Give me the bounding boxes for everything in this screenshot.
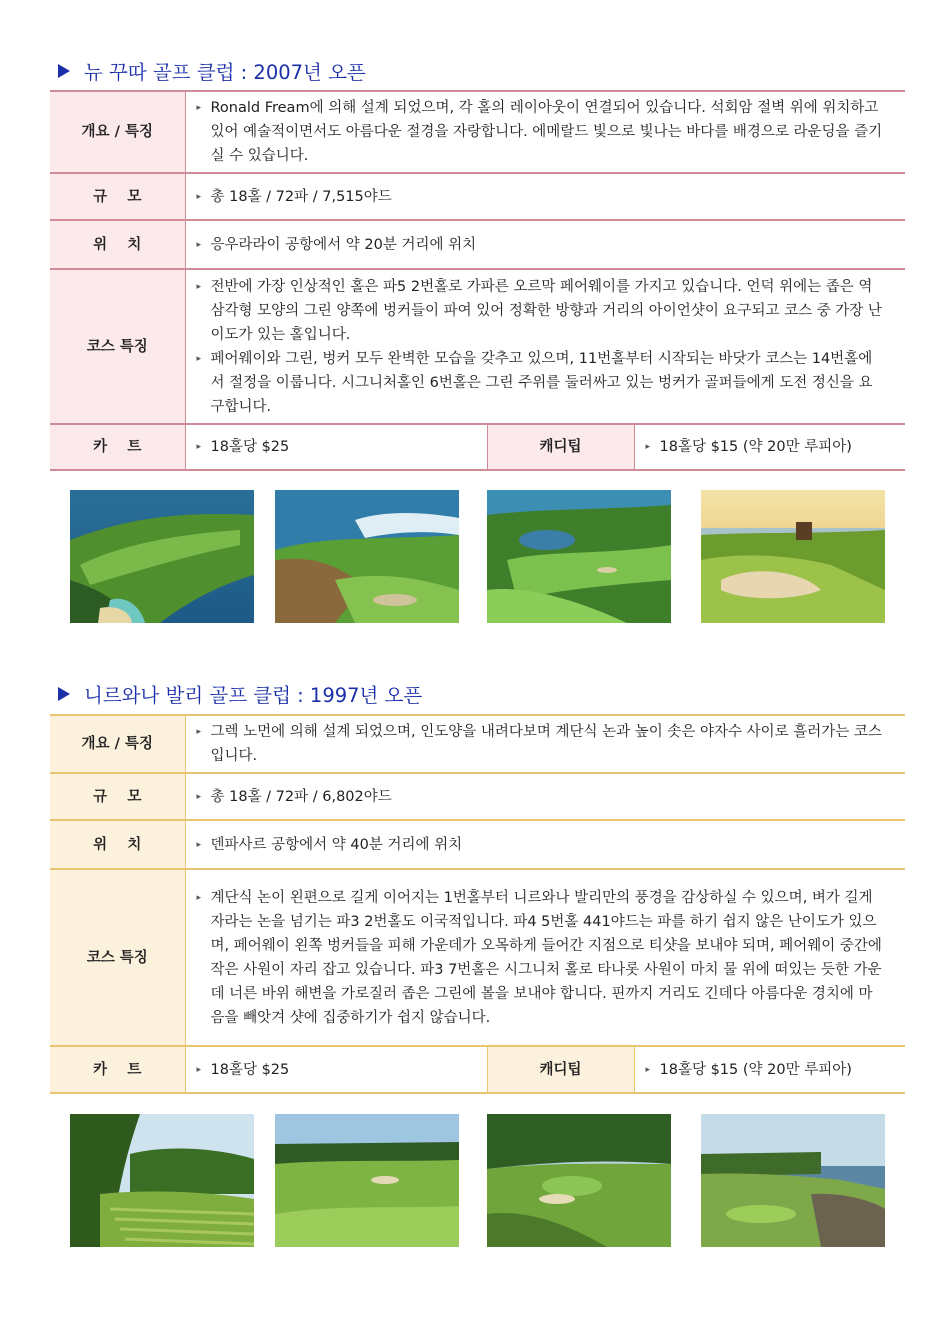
overview-value (185, 715, 905, 773)
bullet-icon: ▸ (645, 1064, 651, 1075)
course-label: 코스 특징 (50, 869, 185, 1046)
scale-value (185, 773, 905, 820)
cart-label: 카 트 (50, 1046, 185, 1093)
caddie-text: 18홀당 $15 (약 20만 루피아) (659, 1061, 852, 1078)
golf-course-photo-1 (70, 490, 254, 623)
caddie-text: 18홀당 $15 (약 20만 루피아) (659, 439, 852, 455)
caddie-value (634, 424, 905, 470)
triangle-bullet-icon (58, 64, 70, 78)
golf-course-photo-4 (701, 490, 885, 623)
cart-label: 카 트 (50, 424, 185, 470)
cart-text: 18홀당 $25 (210, 439, 290, 455)
golf-course-photo-7 (487, 1114, 671, 1247)
bullet-icon: ▸ (196, 103, 202, 113)
scale-label: 규 모 (50, 773, 185, 820)
location-label: 위 치 (50, 220, 185, 269)
location-text: 덴파사르 공항에서 약 40분 거리에 위치 (210, 836, 463, 853)
course-value (185, 869, 905, 1046)
scale-text: 총 18홀 / 72파 / 6,802야드 (210, 788, 392, 805)
bullet-icon: ▸ (196, 839, 202, 850)
club2-info-table (50, 714, 905, 1094)
golf-course-photo-5 (70, 1114, 254, 1247)
location-value (185, 220, 905, 269)
scale-label: 규 모 (50, 173, 185, 220)
bullet-icon: ▸ (196, 442, 202, 452)
club1-title (58, 57, 366, 85)
course-text-1: 계단식 논이 왼편으로 길게 이어지는 1번홀부터 니르와나 발리만의 풍경을 감상하실 수 있으며, 벼가 길게 자라는 논을 넘기는 파3 2번홀도 이국적입니다. 파4 5번홀 441야드는 파를 하기 쉽지 않은 난이도가 있으며, 페어웨이 왼쪽 벙커들을 피해 가운데가 오목하게 들어간 지점으로 티샷을 보내야 되며, 페어웨이 중간에 작은 사원이 자리 잡고 있습니다. 파3 7번홀은 시그니처 홀로 타나롯 사원이 마치 물 위에 떠있는 듯한 가운데 너른 바위 해변을 가로질러 좁은 그린에 볼을 보내야 합니다. 핀까지 거리도 긴데다 아름다운 경치에 마음을 빼앗겨 샷에 집중하기가 쉽지 않습니다. (210, 889, 882, 1026)
location-value (185, 820, 905, 869)
overview-label: 개요 / 특징 (50, 715, 185, 773)
golf-course-photo-8 (701, 1114, 885, 1247)
location-label: 위 치 (50, 820, 185, 869)
cart-value (185, 424, 487, 470)
bullet-icon: ▸ (196, 281, 202, 292)
bullet-icon: ▸ (196, 727, 202, 737)
cart-text: 18홀당 $25 (210, 1061, 290, 1078)
course-text-1: 전반에 가장 인상적인 홀은 파5 2번홀로 가파른 오르막 페어웨이를 가지고 있습니다. 언덕 위에는 좁은 역삼각형 모양의 그린 양쪽에 벙커들이 파여 있어 정확한 방향과 거리의 아이언샷이 요구되고 코스 중 가장 난이도가 있는 홀입니다. (210, 278, 882, 343)
golf-course-photo-3 (487, 490, 671, 623)
overview-text: 그렉 노먼에 의해 설계 되었으며, 인도양을 내려다보며 계단식 논과 높이 솟은 야자수 사이로 흘러가는 코스입니다. (210, 724, 882, 764)
club2-title-text: 니르와나 발리 골프 클럽 : 1997년 오픈 (84, 684, 423, 707)
course-text-2: 페어웨이와 그린, 벙커 모두 완벽한 모습을 갖추고 있으며, 11번홀부터 시작되는 바닷가 코스는 14번홀에서 절정을 이룹니다. 시그니처홀인 6번홀은 그린 주위를 둘러싸고 있는 벙커가 골퍼들에게 도전 정신을 요구합니다. (210, 350, 873, 415)
caddie-value (634, 1046, 905, 1093)
bullet-icon: ▸ (196, 353, 202, 364)
bullet-icon: ▸ (196, 1064, 202, 1075)
overview-value (185, 91, 905, 173)
club2-title (58, 680, 422, 708)
scale-value (185, 173, 905, 220)
location-text: 응우라라이 공항에서 약 20분 거리에 위치 (210, 236, 477, 253)
overview-label: 개요 / 특징 (50, 91, 185, 173)
bullet-icon: ▸ (196, 892, 202, 903)
club1-info-table (50, 90, 905, 471)
scale-text: 총 18홀 / 72파 / 7,515야드 (210, 188, 392, 205)
bullet-icon: ▸ (196, 191, 202, 202)
golf-course-photo-6 (275, 1114, 459, 1247)
caddie-label: 캐디팁 (487, 424, 634, 470)
triangle-bullet-icon (58, 687, 70, 701)
cart-value (185, 1046, 487, 1093)
bullet-icon: ▸ (196, 791, 202, 802)
golf-course-photo-2 (275, 490, 459, 623)
overview-text: Ronald Fream에 의해 설계 되었으며, 각 홀의 레이아웃이 연결되어 있습니다. 석회암 절벽 위에 위치하고 있어 예술적이면서도 아름다운 절경을 자랑합니다. 에메랄드 빛으로 빛나는 바다를 배경으로 라운딩을 즐기실 수 있습니다. (210, 100, 883, 164)
course-value (185, 269, 905, 424)
bullet-icon: ▸ (196, 239, 202, 250)
bullet-icon: ▸ (645, 442, 651, 452)
caddie-label: 캐디팁 (487, 1046, 634, 1093)
course-label: 코스 특징 (50, 269, 185, 424)
club1-title-text: 뉴 꾸따 골프 클럽 : 2007년 오픈 (84, 61, 366, 84)
